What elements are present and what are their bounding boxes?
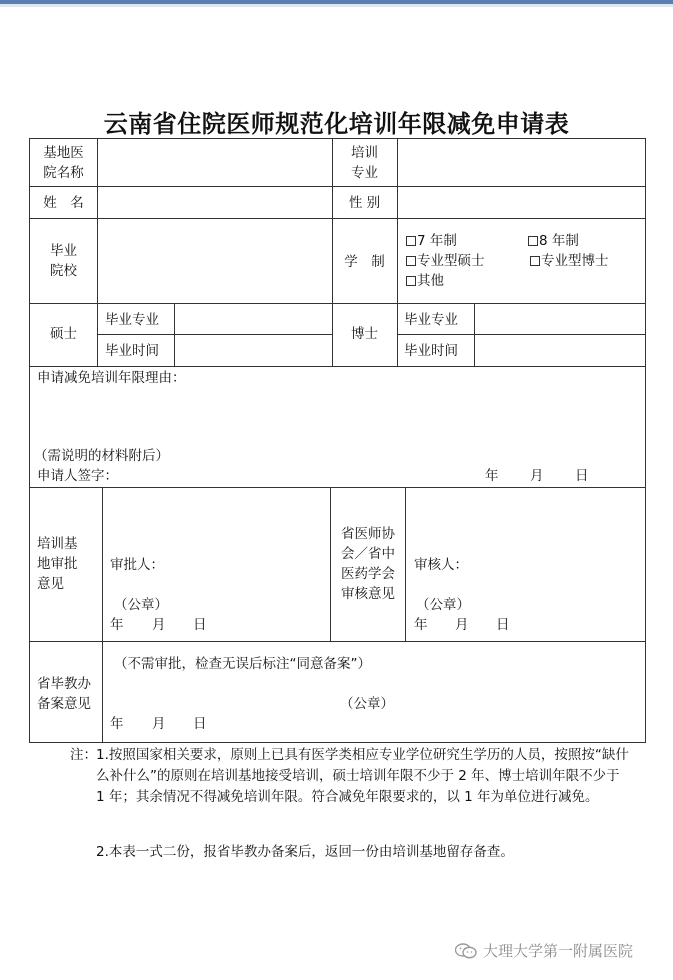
- note-item-2: 2.本表一式二份，报省毕教办备案后，返回一份由培训基地留存备查。: [96, 844, 514, 860]
- col-line: [174, 303, 175, 366]
- date-year: 年: [485, 468, 499, 484]
- checkbox-icon[interactable]: [406, 256, 416, 266]
- association-seal-label: （公章）: [416, 597, 470, 613]
- col-line: [405, 487, 406, 641]
- watermark-text: 大理大学第一附属医院: [483, 942, 634, 960]
- row-line: [30, 186, 645, 187]
- association-date-day: 日: [496, 617, 510, 633]
- base-date-year: 年: [110, 617, 124, 633]
- base-review-label: 培训基 地审批 意见: [37, 536, 78, 592]
- notes-prefix: 注：: [70, 747, 97, 763]
- base-seal-label: （公章）: [114, 597, 168, 613]
- reviewer-label: 审核人：: [414, 557, 468, 573]
- col-line: [97, 139, 98, 366]
- graduate-school-label: 毕业 院校: [50, 243, 77, 279]
- master-label: 硕士: [50, 326, 77, 342]
- master-time-label: 毕业时间: [105, 343, 159, 359]
- row-line: [30, 641, 645, 642]
- page-title: 云南省住院医师规范化培训年限减免申请表: [103, 109, 570, 138]
- applicant-sign-label: 申请人签字：: [37, 468, 118, 484]
- office-date-day: 日: [193, 716, 207, 732]
- checkbox-icon[interactable]: [406, 236, 416, 246]
- name-label: 姓 名: [43, 195, 84, 211]
- row-line: [97, 334, 332, 335]
- watermark: [455, 940, 633, 961]
- note-item-1: 1.按照国家相关要求，原则上已具有医学类相应专业学位研究生学历的人员，按照按“缺什么补什么”的原则在培训基地接受培训，硕士培训年限不少于 2 年、博士培训年限不少于 1 年；其余情况不得减免培训年限。符合减免年限要求的，以 1 年为单位进行减免。: [96, 747, 629, 805]
- row-line: [30, 303, 645, 304]
- checkbox-icon[interactable]: [528, 236, 538, 246]
- col-line: [474, 303, 475, 366]
- window-top-bar-shadow: [0, 4, 673, 7]
- checkbox-icon[interactable]: [530, 256, 540, 266]
- training-major-label: 培训 专业: [351, 145, 378, 181]
- association-date-month: 月: [455, 617, 469, 633]
- date-month: 月: [530, 468, 544, 484]
- association-date-year: 年: [414, 617, 428, 633]
- wechat-icon: [455, 943, 477, 959]
- option-eight-year[interactable]: 8 年制: [528, 231, 579, 251]
- row-line: [30, 218, 645, 219]
- base-hospital-label: 基地医 院名称: [43, 145, 84, 181]
- office-date-month: 月: [152, 716, 166, 732]
- option-professional-doctor[interactable]: 专业型博士: [530, 251, 609, 271]
- master-major-label: 毕业专业: [105, 312, 159, 328]
- col-line: [102, 487, 103, 641]
- office-seal-label: （公章）: [340, 696, 394, 712]
- row-line: [30, 487, 645, 488]
- option-professional-master[interactable]: 专业型硕士: [406, 251, 485, 271]
- office-date-year: 年: [110, 716, 124, 732]
- row-line: [397, 334, 645, 335]
- col-line: [102, 641, 103, 742]
- row-line: [30, 366, 645, 367]
- office-label: 省毕教办 备案意见: [37, 676, 91, 712]
- approver-label: 审批人：: [110, 557, 164, 573]
- degree-type-label: 学 制: [344, 254, 385, 270]
- doctor-major-label: 毕业专业: [404, 312, 458, 328]
- base-date-day: 日: [193, 617, 207, 633]
- gender-label: 性 别: [348, 195, 381, 211]
- date-day: 日: [575, 468, 589, 484]
- reason-label: 申请减免培训年限理由：: [37, 370, 186, 386]
- materials-note: （需说明的材料附后）: [34, 448, 169, 464]
- application-form: [29, 138, 646, 743]
- doctor-label: 博士: [351, 326, 378, 342]
- association-review-label: 省医师协 会／省中 医药学会 审核意见: [341, 526, 395, 602]
- option-seven-year[interactable]: 7 年制: [406, 231, 457, 251]
- checkbox-icon[interactable]: [406, 276, 416, 286]
- col-line: [397, 139, 398, 366]
- doctor-time-label: 毕业时间: [404, 343, 458, 359]
- option-other[interactable]: 其他: [406, 271, 444, 291]
- office-note: （不需审批，检查无误后标注“同意备案”）: [114, 656, 371, 672]
- base-date-month: 月: [152, 617, 166, 633]
